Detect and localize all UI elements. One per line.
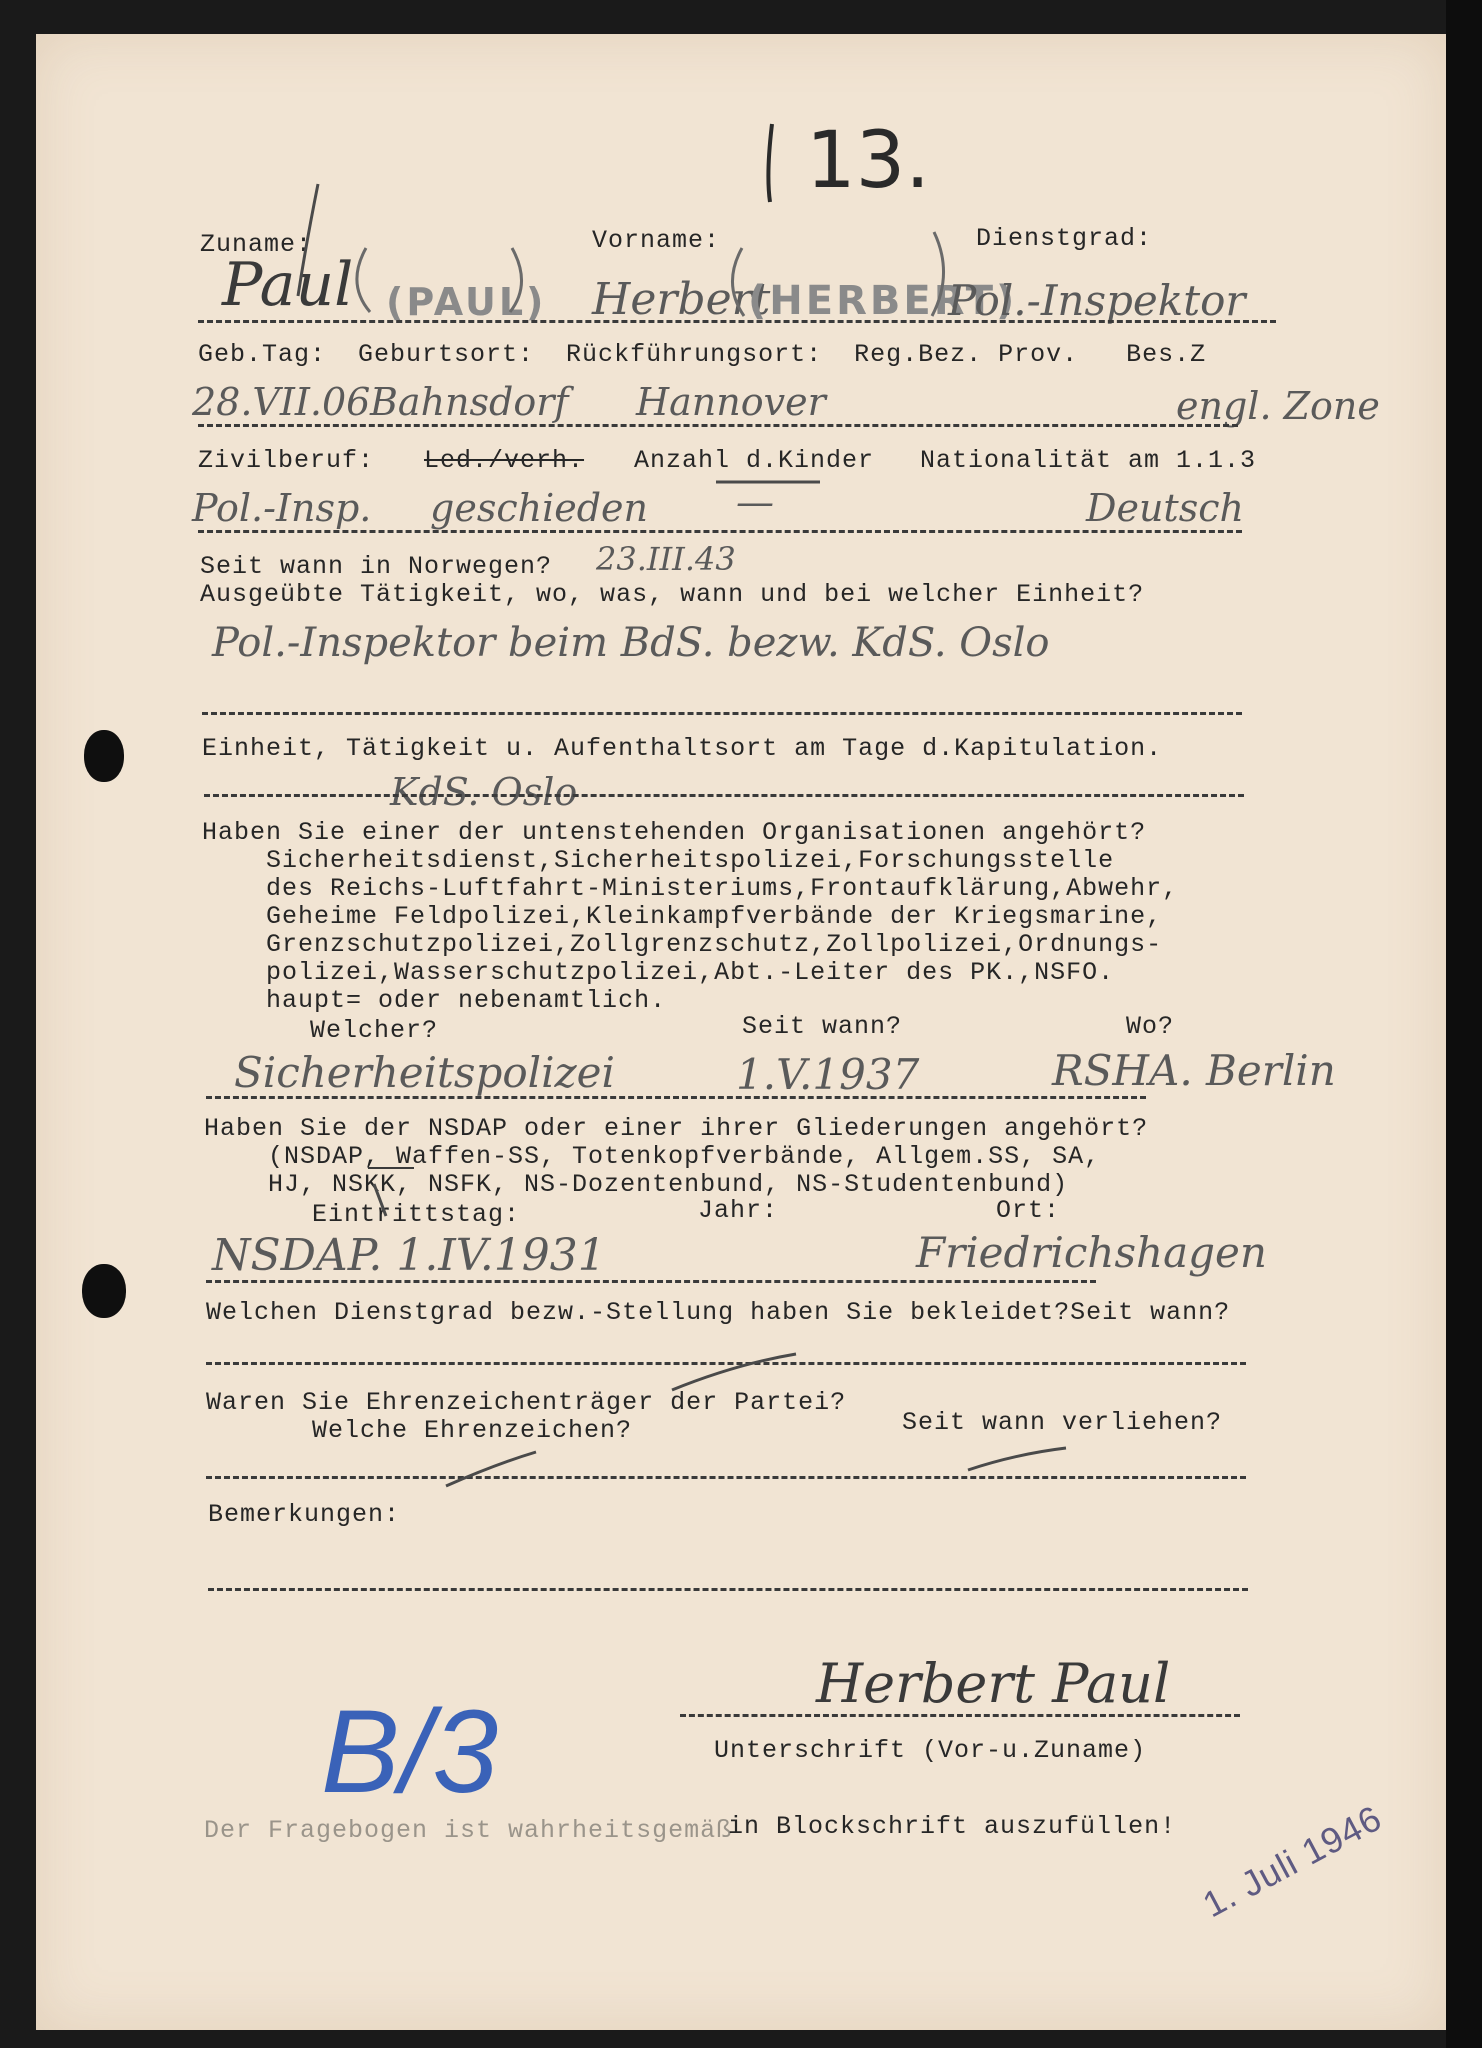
organisationen-line-7: haupt= oder nebenamtlich. bbox=[202, 986, 667, 1015]
organisationen-line-2: Sicherheitsdienst,Sicherheitspolizei,Forschungsstelle bbox=[202, 846, 1115, 875]
b3-stamp: B/3 bbox=[321, 1686, 499, 1818]
organisationen-line-3: des Reichs-Luftfahrt-Ministeriums,Frontaufklärung,Abwehr, bbox=[202, 874, 1179, 903]
dienstgrad-cancel-stroke bbox=[672, 1354, 796, 1390]
welcher-value: Sicherheitspolizei bbox=[234, 1048, 615, 1097]
stand-value: geschieden bbox=[430, 486, 648, 530]
eintritt-label: Eintrittstag: bbox=[312, 1200, 521, 1229]
ort-value: Friedrichshagen bbox=[916, 1228, 1267, 1277]
eintritt-value: NSDAP. 1.IV.1931 bbox=[212, 1230, 606, 1281]
herbert-bracket-left bbox=[732, 248, 744, 316]
kapitulation-value: KdS. Oslo bbox=[390, 770, 578, 814]
verliehen-cancel-stroke bbox=[968, 1448, 1066, 1470]
footer-instruction: in Blockschrift auszufüllen! bbox=[712, 1812, 1177, 1841]
vorname-handwritten: Herbert bbox=[592, 274, 771, 325]
norwegen-label: Seit wann in Norwegen? bbox=[200, 552, 553, 581]
herbert-bracket-right bbox=[932, 232, 944, 316]
kinder-value: — bbox=[736, 480, 774, 524]
date-stamp: 1. Juli 1946 bbox=[1196, 1796, 1389, 1926]
zone-value: engl. Zone bbox=[1176, 384, 1380, 428]
kapitulation-label: Einheit, Tätigkeit u. Aufenthaltsort am Tage d.Kapitulation. bbox=[202, 734, 1163, 763]
nsdap-check-mark bbox=[374, 1184, 386, 1216]
ehrenzeichen-line-1: Waren Sie Ehrenzeichenträger der Partei? bbox=[206, 1388, 847, 1417]
zivilberuf-value: Pol.-Insp. bbox=[192, 486, 372, 530]
zivilberuf-label: Zivilberuf: bbox=[198, 446, 375, 475]
nationalitaet-value: Deutsch bbox=[1086, 486, 1244, 530]
ehrenzeichen-seit-label: Seit wann verliehen? bbox=[902, 1408, 1223, 1437]
gebtag-value: 28.VII.06 bbox=[192, 380, 371, 424]
organisationen-line-5: Grenzschutzpolizei,Zollgrenzschutz,Zollpolizei,Ordnungs- bbox=[202, 930, 1163, 959]
welcher-label: Welcher? bbox=[310, 1016, 439, 1045]
organisation-seit-value: 1.V.1937 bbox=[736, 1050, 920, 1099]
geburtsort-value: Bahnsdorf bbox=[370, 380, 569, 424]
taetigkeit-value: Pol.-Inspektor beim BdS. bezw. KdS. Oslo bbox=[212, 620, 1050, 666]
nationalitaet-label: Nationalität am 1.1.3 bbox=[920, 446, 1257, 475]
vorname-block-letters: (HERBERT) bbox=[748, 278, 1018, 324]
bemerkungen-label: Bemerkungen: bbox=[208, 1500, 401, 1529]
nsdap-line-1: Haben Sie der NSDAP oder einer ihrer Gliederungen angehört? bbox=[204, 1114, 1149, 1143]
dienstgrad-handwritten: Pol.-Inspektor bbox=[948, 276, 1246, 325]
kinder-label: Anzahl d.Kinder bbox=[634, 446, 875, 475]
ort-label: Ort: bbox=[996, 1196, 1061, 1225]
vorname-label: Vorname: bbox=[592, 226, 721, 255]
page-number: 13. bbox=[806, 116, 931, 206]
dienstgrad-frage: Welchen Dienstgrad bezw.-Stellung haben Sie bekleidet?Seit wann? bbox=[206, 1298, 1231, 1327]
taetigkeit-label: Ausgeübte Tätigkeit, wo, was, wann und bei welcher Einheit? bbox=[200, 580, 1145, 609]
organisation-seit-label: Seit wann? bbox=[742, 1012, 903, 1041]
signature: Herbert Paul bbox=[816, 1652, 1171, 1715]
footer-faded-text: Der Fragebogen ist wahrheitsgemäß bbox=[204, 1816, 733, 1845]
zuname-handwritten: Paul bbox=[222, 250, 354, 320]
led-verh-label: Led./verh. bbox=[424, 446, 585, 475]
pen-marks bbox=[36, 34, 1446, 2030]
birth-row-labels: Geb.Tag: Geburtsort: Rückführungsort: Reg.Bez. Prov. Bes.Z bbox=[198, 340, 1207, 369]
norwegen-value: 23.III.43 bbox=[596, 540, 736, 578]
organisationen-line-4: Geheime Feldpolizei,Kleinkampfverbände der Kriegsmarine, bbox=[202, 902, 1163, 931]
nsdap-line-3: HJ, NSKK, NSFK, NS-Dozentenbund, NS-Studentenbund) bbox=[204, 1170, 1069, 1199]
unterschrift-label: Unterschrift (Vor-u.Zuname) bbox=[714, 1736, 1147, 1765]
organisationen-line-6: polizei,Wasserschutzpolizei,Abt.-Leiter des PK.,NSFO. bbox=[202, 958, 1115, 987]
ehrenzeichen-line-2: Welche Ehrenzeichen? bbox=[312, 1416, 633, 1445]
paul-bracket-right bbox=[510, 248, 522, 312]
wo-label: Wo? bbox=[1126, 1012, 1175, 1041]
rueckfuehrungsort-value: Hannover bbox=[636, 380, 826, 424]
zuname-block-letters: (PAUL) bbox=[386, 280, 547, 324]
scan-border bbox=[1446, 0, 1482, 2048]
zuname-label: Zuname: bbox=[200, 230, 313, 259]
page-number-stroke bbox=[768, 124, 772, 202]
jahr-label: Jahr: bbox=[698, 1196, 779, 1225]
questionnaire-page bbox=[36, 34, 1446, 2030]
dienstgrad-label: Dienstgrad: bbox=[976, 224, 1153, 253]
zuname-pen-stroke bbox=[298, 184, 318, 296]
paul-bracket-left bbox=[357, 248, 370, 312]
nsdap-line-2: (NSDAP, Waffen-SS, Totenkopfverbände, Allgem.SS, SA, bbox=[204, 1142, 1101, 1171]
wo-value: RSHA. Berlin bbox=[1052, 1046, 1336, 1095]
ehrenzeichen-cancel-stroke bbox=[446, 1452, 536, 1486]
organisationen-line-1: Haben Sie einer der untenstehenden Organisationen angehört? bbox=[202, 818, 1147, 847]
